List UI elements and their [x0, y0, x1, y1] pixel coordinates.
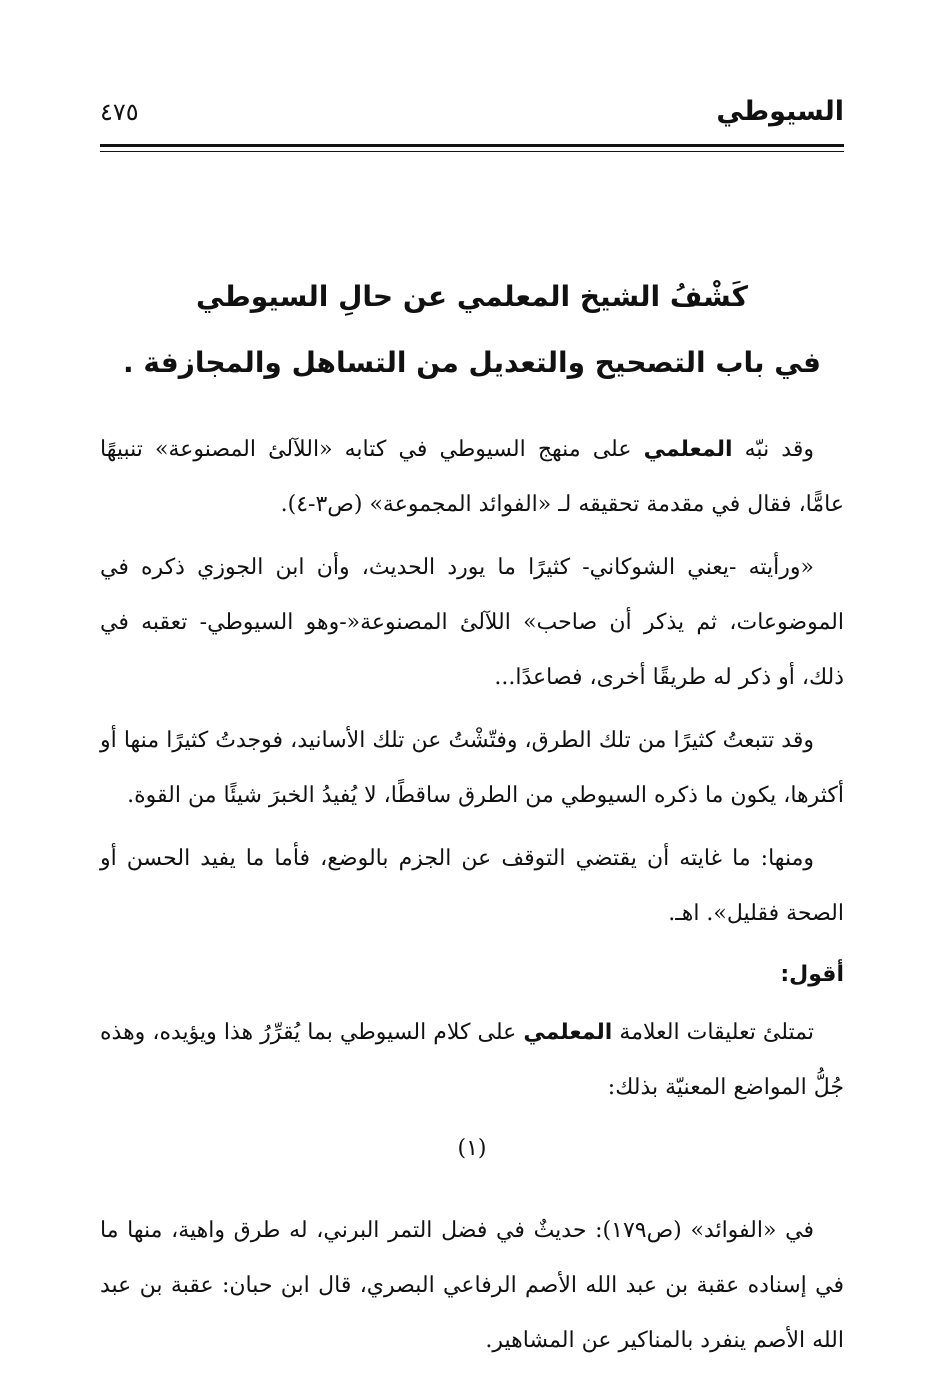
page-header	[100, 92, 844, 138]
heading-line-2: في باب التصحيح والتعديل من التساهل والمجازفة .	[123, 346, 821, 379]
section-number: (١)	[457, 1136, 487, 1161]
paragraph-4: ومنها: ما غايته أن يقتضي التوقف عن الجزم بالوضع، فأما ما يفيد الحسن أو الصحة فقليل». اهـ.	[100, 846, 844, 926]
running-title: السيوطي	[716, 96, 844, 127]
header-rule-thick	[100, 144, 844, 147]
paragraph-2: «ورأيته -يعني الشوكاني- كثيرًا ما يورد الحديث، وأن ابن الجوزي ذكره في الموضوعات، ثم يذكر أن صاحب» اللآلئ المصنوعة«-وهو السيوطي- تعقبه في ذلك، أو ذكر له طريقًا أخرى، فصاعدًا...	[100, 555, 844, 690]
paragraph-5-after: على كلام السيوطي بما يُقرِّرُ هذا ويؤيده، وهذه جُلُّ المواضع المعنيّة بذلك:	[100, 1020, 844, 1100]
header-rule-thin	[100, 151, 844, 152]
section-heading	[100, 264, 844, 396]
heading-line-1: كَشْفُ الشيخ المعلمي عن حالِ السيوطي	[196, 280, 748, 313]
author-name-2: المعلمي	[523, 1020, 613, 1045]
author-name: المعلمي	[643, 437, 733, 462]
page-body	[100, 264, 844, 1376]
paragraph-1	[100, 422, 844, 532]
paragraph-6: في «الفوائد» (ص١٧٩): حديثٌ في فضل التمر البرني، له طرق واهية، منها ما في إسناده عقبة بن عبد الله الأصم الرفاعي البصري، قال ابن حبان: عقبة بن عبد الله الأصم ينفرد بالمناكير عن المشاهير.	[100, 1218, 844, 1353]
page-number: ٤٧٥	[100, 98, 139, 126]
paragraph-1-after: على منهج السيوطي في كتابه «اللآلئ المصنوعة» تنبيهًا عامًّا، فقال في مقدمة تحقيقه لـ «الفوائد المجموعة» (ص٣-٤).	[100, 437, 844, 517]
paragraph-5	[100, 1005, 844, 1115]
paragraph-3: وقد تتبعتُ كثيرًا من تلك الطرق، وفتّشْتُ عن تلك الأسانيد، فوجدتُ كثيرًا منها أو أكثرها، يكون ما ذكره السيوطي من الطرق ساقطًا، لا يُفيدُ الخبرَ شيئًا من القوة.	[100, 728, 844, 808]
subheading-aqul: أقول:	[780, 962, 844, 987]
paragraph-1-before: وقد نبّه	[732, 437, 814, 462]
paragraph-5-before: تمتلئ تعليقات العلامة	[612, 1020, 814, 1045]
